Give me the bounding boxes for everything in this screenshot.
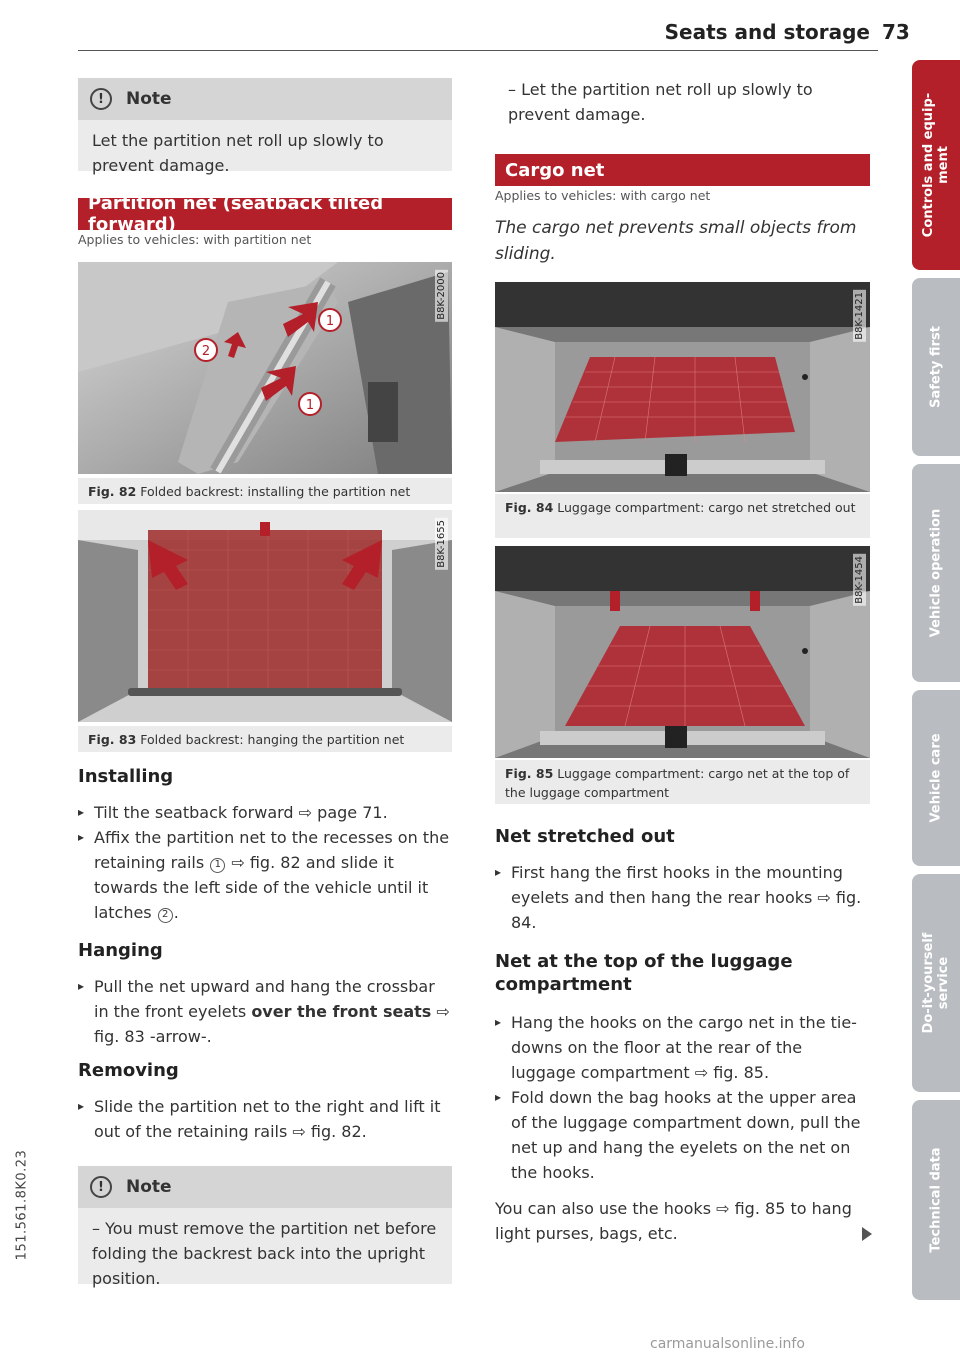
bullet-removing-1: ▸ Slide the partition net to the right and lift it out of the retaining rails ⇨ fig. 82.	[78, 1094, 452, 1144]
note-label: Note	[126, 89, 172, 109]
page-number: 73	[882, 20, 910, 44]
figure-84-illustration	[495, 282, 870, 492]
info-icon: !	[90, 1176, 112, 1198]
applies-to-partition: Applies to vehicles: with partition net	[78, 232, 312, 247]
continue-arrow-icon	[862, 1227, 872, 1241]
bullet-top-1: ▸ Hang the hooks on the cargo net in the tie-downs on the floor at the rear of the luggage compartment ⇨ fig. 85.	[495, 1010, 870, 1085]
fig82-marker-1: 1	[325, 314, 335, 329]
cargo-net-intro: The cargo net prevents small objects from sliding.	[495, 218, 857, 264]
right-top-note-item: – Let the partition net roll up slowly to prevent damage.	[508, 80, 813, 124]
figure-85-illustration	[495, 546, 870, 758]
circled-number-2: 2	[158, 908, 173, 923]
note-header	[78, 78, 452, 120]
tab-do-it-yourself-service[interactable]: Do-it-yourself service	[912, 874, 960, 1092]
heading-net-top: Net at the top of the luggage compartment	[495, 951, 793, 995]
heading-removing: Removing	[78, 1060, 179, 1081]
figure-84-caption: Fig. 84 Luggage compartment: cargo net stretched out	[495, 494, 870, 538]
figure-82-image	[78, 262, 452, 474]
circled-number-1: 1	[210, 858, 225, 873]
figure-82-code: B8K-2000	[436, 272, 447, 320]
figure-82-caption: Fig. 82 Folded backrest: installing the partition net	[78, 478, 452, 504]
figure-83-illustration	[78, 510, 452, 722]
bullet-installing-2: ▸ Affix the partition net to the recesses on the retaining rails 1 ⇨ fig. 82 and slide it towards the left side of the vehicle until it latches 2 .	[78, 825, 452, 925]
info-icon: !	[90, 88, 112, 110]
bullet-top-2: ▸ Fold down the bag hooks at the upper area of the luggage compartment down, pull the net up and hang the eyelets on the net on the hooks.	[495, 1085, 870, 1185]
figure-84-image	[495, 282, 870, 492]
figure-83-image	[78, 510, 452, 722]
figure-85-code: B8K-1454	[854, 556, 865, 604]
fig82-marker-2: 2	[201, 344, 211, 359]
figure-83-caption: Fig. 83 Folded backrest: hanging the partition net	[78, 726, 452, 752]
note-box-2	[78, 1166, 452, 1288]
heading-net-stretched: Net stretched out	[495, 826, 675, 847]
section-title-partition-net: Partition net (seatback tilted forward)	[78, 198, 452, 230]
bullet-installing-1: ▸ Tilt the seatback forward ⇨ page 71.	[78, 800, 452, 825]
note-2-header	[78, 1166, 452, 1208]
section-title-cargo-net: Cargo net	[495, 154, 870, 186]
heading-installing: Installing	[78, 766, 174, 787]
figure-85-caption: Fig. 85 Luggage compartment: cargo net at the top of the luggage compartment	[495, 760, 870, 804]
heading-hanging: Hanging	[78, 940, 163, 961]
applies-to-cargo: Applies to vehicles: with cargo net	[495, 188, 711, 203]
figure-82-illustration	[78, 262, 452, 474]
note-box-1	[78, 78, 452, 175]
paragraph-hooks: You can also use the hooks ⇨ fig. 85 to hang light purses, bags, etc.	[495, 1199, 852, 1243]
tab-vehicle-operation[interactable]: Vehicle operation	[912, 464, 960, 682]
tab-vehicle-care[interactable]: Vehicle care	[912, 690, 960, 866]
figure-84-code: B8K-1421	[854, 292, 865, 340]
tab-technical-data[interactable]: Technical data	[912, 1100, 960, 1300]
running-header-title: Seats and storage	[664, 20, 870, 44]
figure-83-code: B8K-1655	[436, 520, 447, 568]
bullet-stretched-1: ▸ First hang the first hooks in the mounting eyelets and then hang the rear hooks ⇨ fig. 84.	[495, 860, 870, 935]
fig82-marker-1b: 1	[305, 398, 315, 413]
note-2-text: – You must remove the partition net before folding the backrest back into the upright position.	[92, 1219, 437, 1288]
figure-85-image	[495, 546, 870, 758]
bullet-hanging-1: ▸ Pull the net upward and hang the crossbar in the front eyelets over the front seats ⇨ fig. 83 -arrow-.	[78, 974, 452, 1049]
side-print-code: 151.561.8K0.23	[14, 1149, 30, 1261]
watermark: carmanualsonline.info	[650, 1336, 805, 1352]
tab-controls-and-equipment[interactable]: Controls and equip- ment	[912, 60, 960, 270]
note-text: Let the partition net roll up slowly to prevent damage.	[92, 131, 384, 175]
tab-safety-first[interactable]: Safety first	[912, 278, 960, 456]
note-2-label: Note	[126, 1177, 172, 1197]
header-rule	[78, 50, 878, 51]
